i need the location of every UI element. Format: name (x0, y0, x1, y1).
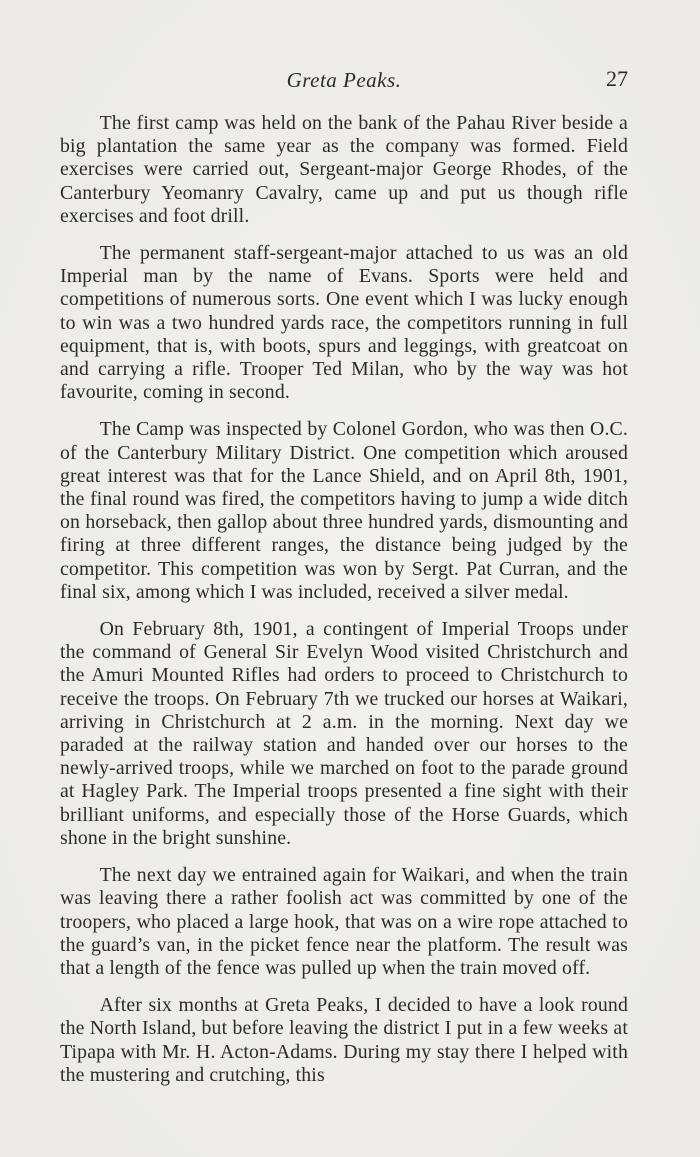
paragraph-north-island: After six months at Greta Peaks, I decided to have a look round the North Island, but before leaving the district I put in a few weeks at Tipapa with Mr. H. Acton-Adams. During my stay there I helped with the mustering and crutching, this (60, 994, 628, 1086)
paragraph-train-incident: The next day we entrained again for Waikari, and when the train was leaving there a rather foolish act was committed by one of the troopers, who placed a large hook, that was on a wire rope attached to the guard’s van, in the picket fence near the platform. The result was that a length of the fence was pulled up when the train moved off. (60, 864, 628, 979)
paragraph-imperial-troops: On February 8th, 1901, a contingent of Imperial Troops under the command of General Sir Evelyn Wood visited Christchurch and the Amuri Mounted Rifles had orders to proceed to Christchurch to receive the troops. On February 7th we trucked our horses at Waikari, arriving in Christchurch at 2 a.m. in the morning. Next day we paraded at the railway station and handed over our horses to the newly-arrived troops, while we marched on foot to the parade ground at Hagley Park. The Imperial troops presented a fine sight with their brilliant uniforms, and especially those of the Horse Guards, which shone in the bright sunshine. (60, 618, 628, 849)
page-number: 27 (606, 66, 628, 91)
running-head (60, 64, 628, 100)
paragraph-first-camp: The first camp was held on the bank of the Pahau River beside a big plantation the same year as the company was formed. Field exercises were carried out, Sergeant-major George Rhodes, of the Canterbury Yeomanry Cavalry, came up and put us though rifle exercises and foot drill. (60, 112, 628, 227)
paragraph-camp-inspection: The Camp was inspected by Colonel Gordon, who was then O.C. of the Canterbury Military District. One competition which aroused great interest was that for the Lance Shield, and on April 8th, 1901, the final round was fired, the competitors having to jump a wide ditch on horseback, then gallop about three hundred yards, dismounting and firing at three different ranges, the distance being judged by the competitor. This competition was won by Sergt. Pat Curran, and the final six, among which I was included, received a silver medal. (60, 418, 628, 603)
paragraph-staff-sergeant: The permanent staff-sergeant-major attached to us was an old Imperial man by the name of Evans. Sports were held and competitions of numerous sorts. One event which I was lucky enough to win was a two hundred yards race, the competitors running in full equipment, that is, with boots, spurs and leggings, with greatcoat on and carrying a rifle. Trooper Ted Milan, who by the way was hot favourite, coming in second. (60, 242, 628, 404)
running-title: Greta Peaks. (286, 68, 402, 92)
body-text (60, 112, 628, 1087)
